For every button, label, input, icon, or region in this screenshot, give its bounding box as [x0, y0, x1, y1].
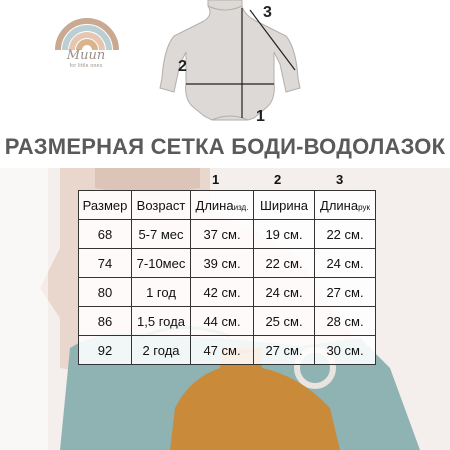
header-width: Ширина: [254, 191, 315, 220]
cell-width: 19 см.: [254, 220, 315, 249]
cell-age: 1,5 года: [132, 307, 191, 336]
marker-2: 2: [178, 58, 187, 75]
table-row: [79, 249, 376, 278]
cell-sleeve: 27 см.: [315, 278, 376, 307]
bodysuit-diagram: [150, 0, 310, 130]
column-number-length: 1: [212, 172, 220, 187]
cell-sleeve: 22 см.: [315, 220, 376, 249]
cell-length: 42 см.: [191, 278, 254, 307]
header-age: Возраст: [132, 191, 191, 220]
cell-width: 25 см.: [254, 307, 315, 336]
cell-size: 74: [79, 249, 132, 278]
header-size: Размер: [79, 191, 132, 220]
cell-size: 68: [79, 220, 132, 249]
table-row: [79, 220, 376, 249]
cell-length: 47 см.: [191, 336, 254, 365]
cell-age: 5-7 мес: [132, 220, 191, 249]
page-title: РАЗМЕРНАЯ СЕТКА БОДИ-ВОДОЛАЗОК: [4, 134, 446, 159]
size-table: [78, 190, 376, 365]
cell-size: 80: [79, 278, 132, 307]
table-row: [79, 278, 376, 307]
cell-age: 7-10мес: [132, 249, 191, 278]
logo-text: Muun: [66, 48, 106, 63]
cell-size: 92: [79, 336, 132, 365]
header-sleeve: Длинарук: [315, 191, 376, 220]
cell-length: 44 см.: [191, 307, 254, 336]
cell-sleeve: 30 см.: [315, 336, 376, 365]
cell-size: 86: [79, 307, 132, 336]
table-row: [79, 307, 376, 336]
logo-subtext: for little ones: [69, 63, 103, 69]
cell-width: 27 см.: [254, 336, 315, 365]
cell-age: 2 года: [132, 336, 191, 365]
cell-age: 1 год: [132, 278, 191, 307]
cell-length: 37 см.: [191, 220, 254, 249]
column-number-width: 2: [274, 172, 282, 187]
cell-sleeve: 24 см.: [315, 249, 376, 278]
column-number-sleeve: 3: [336, 172, 344, 187]
cell-sleeve: 28 см.: [315, 307, 376, 336]
cell-length: 39 см.: [191, 249, 254, 278]
header-length: Длинаизд.: [191, 191, 254, 220]
cell-width: 24 см.: [254, 278, 315, 307]
cell-width: 22 см.: [254, 249, 315, 278]
table-row: [79, 336, 376, 365]
header-area: [0, 0, 450, 132]
table-header-row: [79, 191, 376, 220]
marker-3: 3: [263, 4, 272, 21]
marker-1: 1: [256, 108, 265, 125]
